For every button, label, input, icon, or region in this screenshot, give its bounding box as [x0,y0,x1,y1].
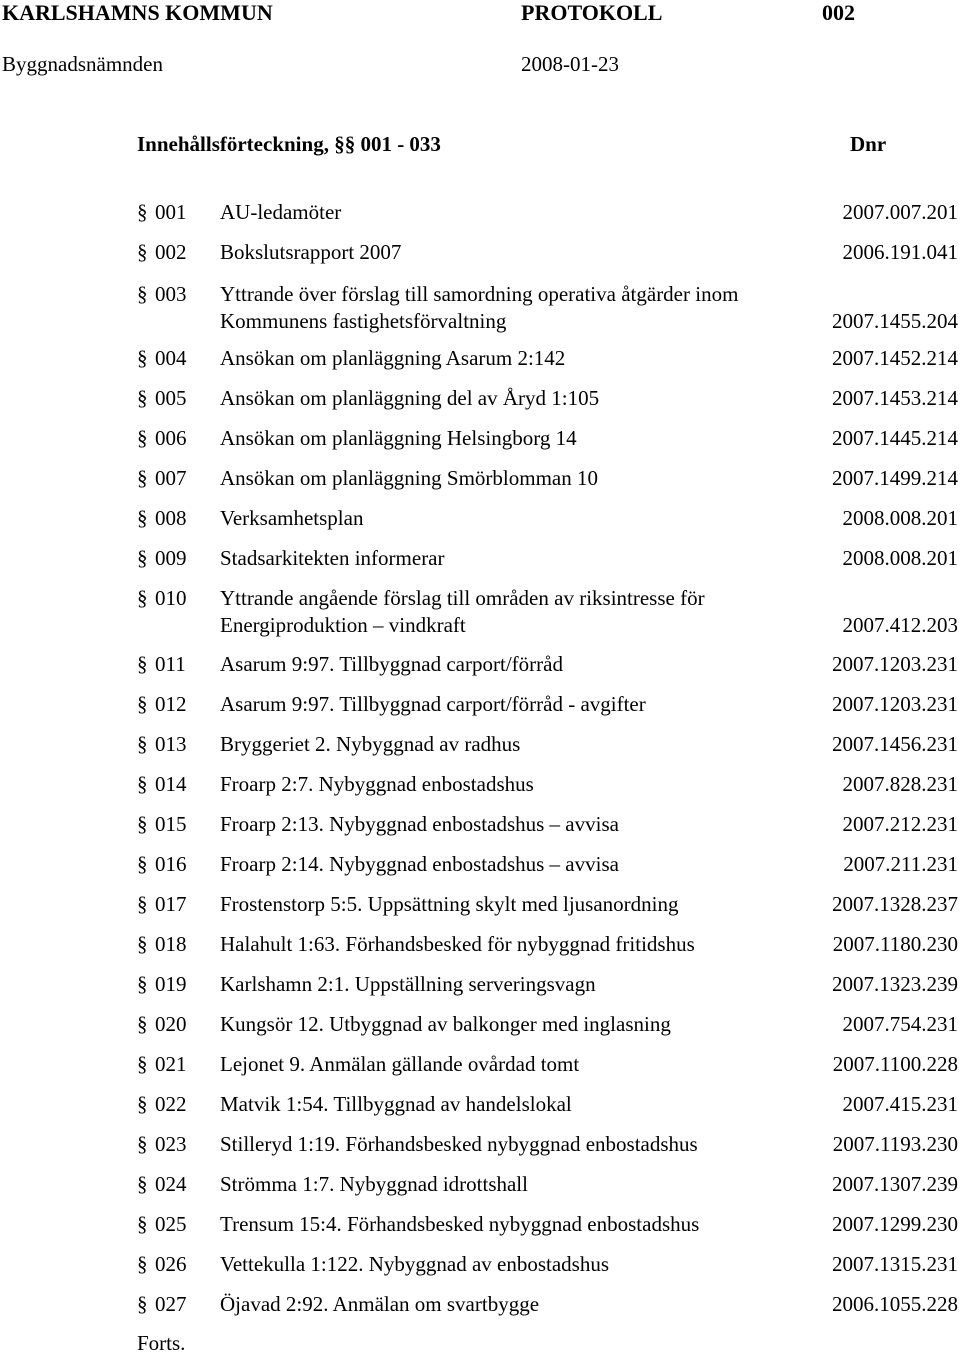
item-number: 020 [155,1012,187,1036]
item-title: Asarum 9:97. Tillbyggnad carport/förråd [220,652,563,676]
section-symbol: § [137,1252,148,1276]
section-symbol: § [137,772,148,796]
item-dnr: 2007.1193.230 [832,1132,958,1156]
agenda-item [0,282,960,333]
section-symbol: § [137,200,148,224]
item-dnr: 2007.412.203 [842,613,958,637]
section-symbol: § [137,1132,148,1156]
item-number: 014 [155,772,187,796]
item-number: 024 [155,1172,187,1196]
item-title: Strömma 1:7. Nybyggnad idrottshall [220,1172,528,1196]
agenda-item [0,1292,960,1318]
committee-name: Byggnadsnämnden [2,52,163,76]
item-dnr: 2007.1445.214 [832,426,958,450]
item-dnr: 2007.828.231 [842,772,958,796]
item-number: 025 [155,1212,187,1236]
section-symbol: § [137,692,148,716]
item-dnr: 2007.1299.230 [832,1212,958,1236]
agenda-item [0,652,960,678]
item-number: 021 [155,1052,187,1076]
item-title: Matvik 1:54. Tillbyggnad av handelslokal [220,1092,572,1116]
item-dnr: 2007.212.231 [842,812,958,836]
section-symbol: § [137,506,148,530]
agenda-item [0,812,960,838]
item-title: Asarum 9:97. Tillbyggnad carport/förråd - avgifter [220,692,646,716]
agenda-item [0,466,960,492]
item-title: Froarp 2:13. Nybyggnad enbostadshus – avvisa [220,812,619,836]
item-title: Bokslutsrapport 2007 [220,240,402,264]
item-title-continuation: Kommunens fastighetsförvaltning [220,309,507,333]
agenda-item [0,852,960,878]
item-title: Ansökan om planläggning Asarum 2:142 [220,346,566,370]
agenda-item [0,546,960,572]
item-dnr: 2007.1499.214 [832,466,958,490]
toc-title: Innehållsförteckning, §§ 001 - 033 [137,132,441,156]
dnr-column-header: Dnr [850,132,887,156]
item-number: 023 [155,1132,187,1156]
meeting-date: 2008-01-23 [521,52,619,76]
item-dnr: 2007.1307.239 [832,1172,958,1196]
section-symbol: § [137,892,148,916]
item-title: Vettekulla 1:122. Nybyggnad av enbostadshus [220,1252,610,1276]
item-title: Ansökan om planläggning Smörblomman 10 [220,466,598,490]
agenda-item [0,692,960,718]
item-dnr: 2007.211.231 [843,852,958,876]
agenda-item [0,932,960,958]
agenda-item [0,732,960,758]
item-number: 010 [155,586,187,610]
section-symbol: § [137,546,148,570]
agenda-item [0,1092,960,1118]
item-title: Kungsör 12. Utbyggnad av balkonger med inglasning [220,1012,671,1036]
item-number: 022 [155,1092,187,1116]
item-number: 003 [155,282,187,306]
agenda-item [0,1172,960,1198]
item-number: 001 [155,200,187,224]
section-symbol: § [137,346,148,370]
item-title: Froarp 2:14. Nybyggnad enbostadshus – avvisa [220,852,619,876]
item-number: 005 [155,386,187,410]
item-dnr: 2007.1203.231 [832,692,958,716]
org-name: KARLSHAMNS KOMMUN [2,0,273,25]
item-title: Karlshamn 2:1. Uppställning serveringsvagn [220,972,596,996]
item-number: 016 [155,852,187,876]
item-title: Yttrande över förslag till samordning operativa åtgärder inom [220,282,739,306]
item-number: 017 [155,892,187,916]
section-symbol: § [137,282,148,306]
item-dnr: 2007.1203.231 [832,652,958,676]
item-number: 009 [155,546,187,570]
agenda-item [0,1012,960,1038]
section-symbol: § [137,386,148,410]
item-number: 006 [155,426,187,450]
item-dnr: 2007.1455.204 [832,309,958,333]
item-title: Yttrande angående förslag till områden av riksintresse för [220,586,705,610]
item-title: Trensum 15:4. Förhandsbesked nybyggnad enbostadshus [220,1212,700,1236]
item-dnr: 2007.007.201 [842,200,958,224]
continued-label: Forts. [137,1331,186,1355]
item-number: 002 [155,240,187,264]
agenda-item [0,1132,960,1158]
item-title: AU-ledamöter [220,200,342,224]
document-type: PROTOKOLL [521,0,663,25]
section-symbol: § [137,972,148,996]
page-number: 002 [822,0,855,25]
item-title: Lejonet 9. Anmälan gällande ovårdad tomt [220,1052,580,1076]
item-dnr: 2007.1453.214 [832,386,958,410]
section-symbol: § [137,1172,148,1196]
item-dnr: 2007.1100.228 [832,1052,958,1076]
item-dnr: 2007.1452.214 [832,346,958,370]
section-symbol: § [137,652,148,676]
section-symbol: § [137,586,148,610]
item-number: 027 [155,1292,187,1316]
item-dnr: 2007.1180.230 [832,932,958,956]
item-title: Stilleryd 1:19. Förhandsbesked nybyggnad enbostadshus [220,1132,698,1156]
item-dnr: 2008.008.201 [842,546,958,570]
agenda-item [0,426,960,452]
item-title: Halahult 1:63. Förhandsbesked för nybyggnad fritidshus [220,932,695,956]
item-number: 018 [155,932,187,956]
agenda-item [0,1252,960,1278]
item-dnr: 2008.008.201 [842,506,958,530]
item-title: Bryggeriet 2. Nybyggnad av radhus [220,732,521,756]
section-symbol: § [137,1212,148,1236]
item-number: 011 [155,652,186,676]
item-title: Froarp 2:7. Nybyggnad enbostadshus [220,772,534,796]
agenda-item [0,1052,960,1078]
section-symbol: § [137,812,148,836]
item-dnr: 2007.415.231 [842,1092,958,1116]
section-symbol: § [137,240,148,264]
section-symbol: § [137,1012,148,1036]
item-dnr: 2007.1328.237 [832,892,958,916]
item-number: 004 [155,346,187,370]
section-symbol: § [137,1052,148,1076]
item-number: 019 [155,972,187,996]
section-symbol: § [137,852,148,876]
section-symbol: § [137,466,148,490]
agenda-item [0,892,960,918]
item-title: Frostenstorp 5:5. Uppsättning skylt med ljusanordning [220,892,679,916]
item-dnr: 2007.1323.239 [832,972,958,996]
item-dnr: 2006.1055.228 [832,1292,958,1316]
item-dnr: 2006.191.041 [842,240,958,264]
item-title: Ansökan om planläggning Helsingborg 14 [220,426,577,450]
agenda-item [0,386,960,412]
agenda-item [0,772,960,798]
item-title: Öjavad 2:92. Anmälan om svartbygge [220,1292,540,1316]
agenda-item [0,506,960,532]
agenda-item [0,1212,960,1238]
agenda-item [0,240,960,266]
section-symbol: § [137,1092,148,1116]
item-title: Stadsarkitekten informerar [220,546,445,570]
agenda-item [0,200,960,226]
item-number: 012 [155,692,187,716]
section-symbol: § [137,426,148,450]
item-number: 013 [155,732,187,756]
item-number: 015 [155,812,187,836]
agenda-item [0,972,960,998]
section-symbol: § [137,1292,148,1316]
agenda-item [0,346,960,372]
item-number: 008 [155,506,187,530]
item-title: Verksamhetsplan [220,506,364,530]
item-number: 026 [155,1252,187,1276]
item-dnr: 2007.754.231 [842,1012,958,1036]
agenda-item [0,586,960,637]
item-title: Ansökan om planläggning del av Åryd 1:105 [220,386,600,410]
item-title-continuation: Energiproduktion – vindkraft [220,613,466,637]
section-symbol: § [137,932,148,956]
section-symbol: § [137,732,148,756]
item-dnr: 2007.1456.231 [832,732,958,756]
item-number: 007 [155,466,187,490]
item-dnr: 2007.1315.231 [832,1252,958,1276]
